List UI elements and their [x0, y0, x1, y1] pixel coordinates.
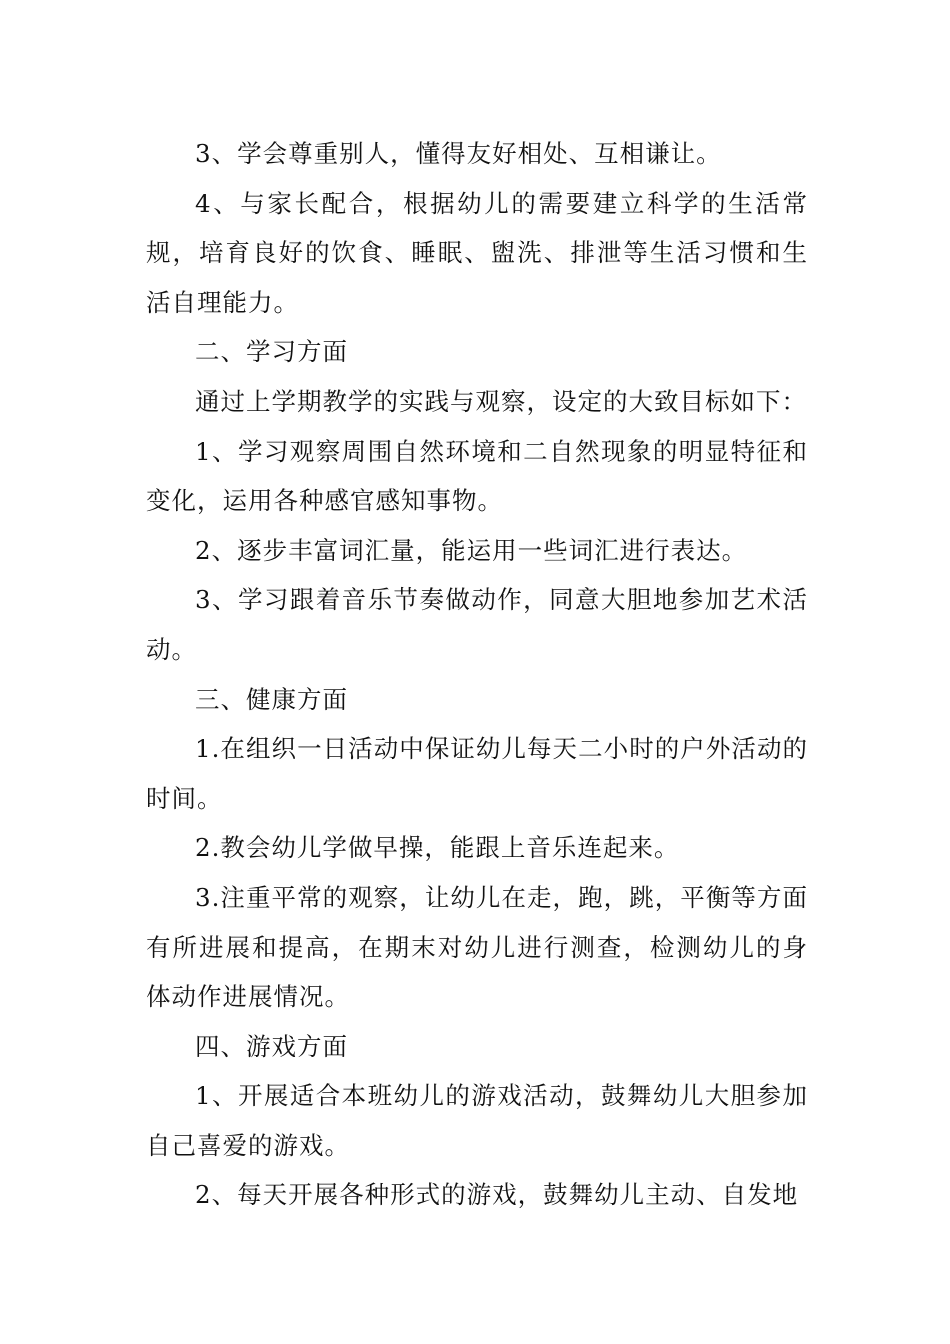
paragraph-games-daily: 2、每天开展各种形式的游戏，鼓舞幼儿主动、自发地	[195, 1180, 799, 1210]
section-heading-games: 四、游戏方面	[195, 1031, 348, 1061]
paragraph-games-activities: 1、开展适合本班幼儿的游戏活动，鼓舞幼儿大胆参加自己喜爱的游戏。	[146, 1081, 808, 1160]
section-heading-health: 三、健康方面	[195, 684, 348, 714]
paragraph-daily-routine: 4、与家长配合，根据幼儿的需要建立科学的生活常规，培育良好的饮食、睡眠、盥洗、排泄等生活习惯和生活自理能力。	[146, 188, 808, 317]
paragraph-learning-observe: 1、学习观察周围自然环境和二自然现象的明显特征和变化，运用各种感官感知事物。	[146, 436, 808, 516]
section-heading-learning: 二、学习方面	[195, 337, 348, 367]
paragraph-social-respect: 3、学会尊重别人，懂得友好相处、互相谦让。	[195, 139, 722, 168]
paragraph-health-observation: 3.注重平常的观察，让幼儿在走，跑，跳，平衡等方面有所进展和提高，在期末对幼儿进行测查，检测幼儿的身体动作进展情况。	[146, 882, 808, 1012]
paragraph-learning-intro: 通过上学期教学的实践与观察，设定的大致目标如下：	[195, 386, 807, 416]
paragraph-learning-music: 3、学习跟着音乐节奏做动作，同意大胆地参加艺术活动。	[146, 585, 808, 664]
paragraph-health-exercise: 2.教会幼儿学做早操，能跟上音乐连起来。	[195, 833, 680, 863]
paragraph-learning-vocabulary: 2、逐步丰富词汇量，能运用一些词汇进行表达。	[195, 535, 748, 565]
document-body	[146, 129, 808, 1220]
paragraph-health-outdoor: 1.在组织一日活动中保证幼儿每天二小时的户外活动的时间。	[146, 734, 808, 813]
